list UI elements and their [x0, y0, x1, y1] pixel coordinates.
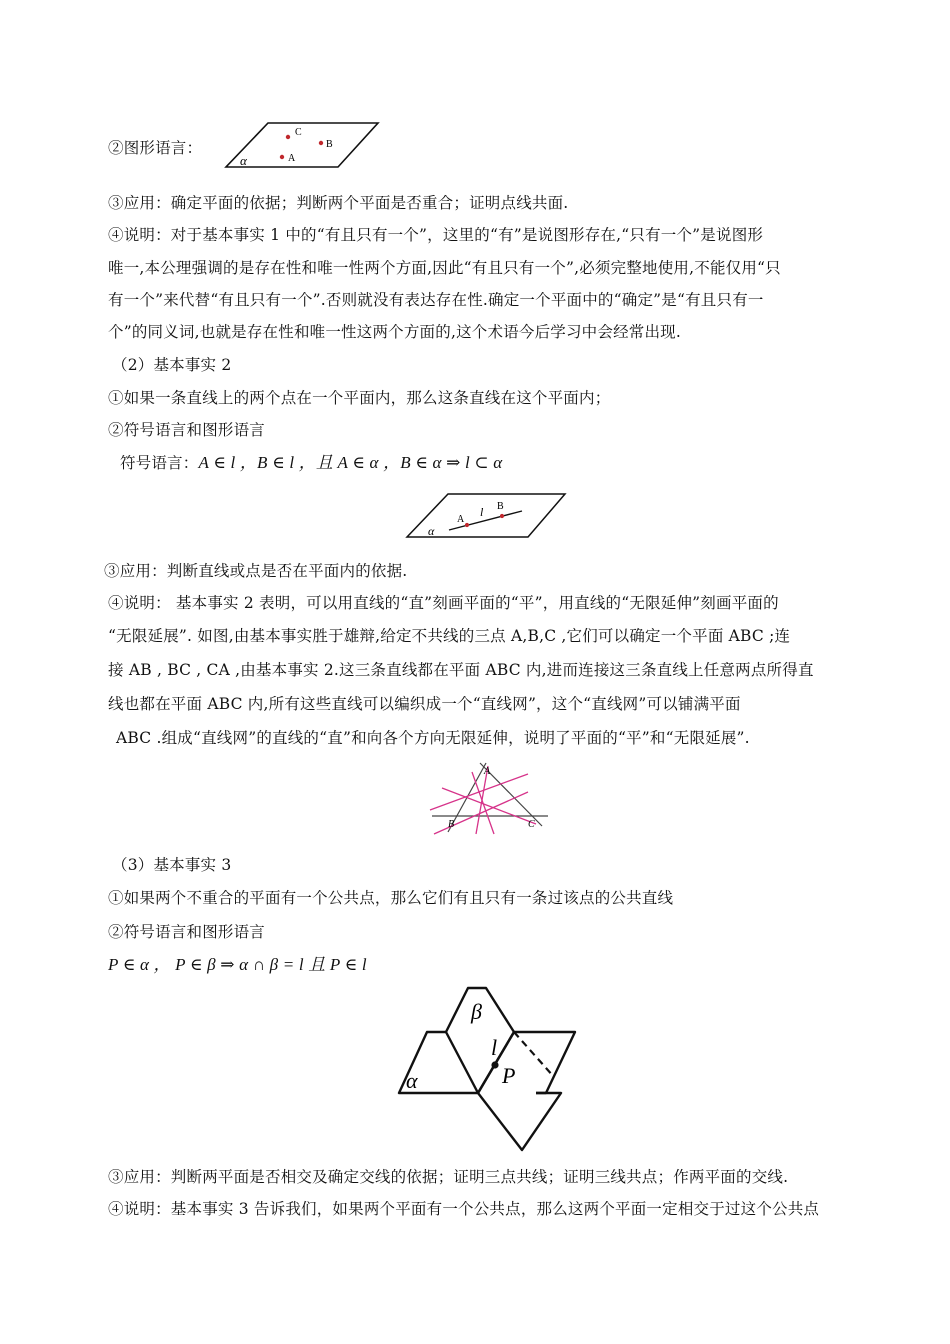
point-p: [491, 1061, 498, 1068]
fact2-triangle-line-net-figure: [428, 760, 553, 835]
label-c: C: [528, 819, 535, 830]
fact1-plane-figure: [222, 118, 382, 172]
point-a: [280, 155, 284, 159]
label-alpha: α: [406, 1068, 418, 1093]
fact1-explanation-line: 有一个”来代替“有且只有一个”.否则就没有表达存在性.确定一个平面中的“确定”是“有且只有一: [108, 291, 764, 309]
fact2-explanation-line: 接 AB , BC , CA ,由基本事实 2.这三条直线都在平面 ABC 内,进而连接这三条直线上任意两点所得直: [108, 661, 814, 679]
label-a: A: [288, 153, 296, 164]
point-c: [286, 135, 290, 139]
label-p: P: [502, 1063, 516, 1088]
fact1-explanation-line: 个”的同义词,也就是存在性和唯一性这两个方面的,这个术语今后学习中会经常出现.: [108, 323, 682, 341]
fact3-explanation-line: ④说明：基本事实 3 告诉我们，如果两个平面有一个公共点，那么这两个平面一定相交于过这个公共点: [108, 1200, 820, 1218]
symbol-label: 符号语言：: [120, 454, 199, 472]
fact2-explanation-line: “无限延展”. 如图,由基本事实胜于雄辩,给定不共线的三点 A,B,C ,它们可以确定一个平面 ABC ;连: [108, 627, 791, 645]
label-c: C: [295, 127, 302, 138]
label-a: A: [484, 766, 491, 777]
label-l: l: [480, 505, 484, 519]
label-beta: β: [471, 999, 482, 1024]
fact2-symbol-graphic-heading: ②符号语言和图形语言: [108, 421, 266, 439]
label-b: B: [326, 139, 333, 150]
fact3-symbol-expression: P ∈ α ， P ∈ β ⇒ α ∩ β = l 且 P ∈ l: [108, 955, 367, 974]
fact2-line-in-plane-figure: [404, 490, 569, 542]
symbol-expression: A ∈ l ，B ∈ l ，且 A ∈ α ，B ∈ α ⇒ l ⊂ α: [198, 453, 503, 472]
label-alpha: α: [240, 153, 247, 168]
net-line: [472, 772, 494, 834]
fact1-application: ③应用：确定平面的依据；判断两个平面是否重合；证明点线共面.: [108, 194, 569, 212]
fact2-statement: ①如果一条直线上的两个点在一个平面内，那么这条直线在这个平面内；: [108, 389, 611, 407]
point-a: [465, 523, 469, 527]
label-b: B: [497, 501, 504, 512]
fact2-heading: （2）基本事实 2: [112, 356, 232, 374]
plane-beta-lower: [478, 1093, 561, 1150]
fact3-application: ③应用：判断两平面是否相交及确定交线的依据；证明三点共线；证明三线共点；作两平面的交线.: [108, 1168, 789, 1186]
fact2-symbol-language: [120, 453, 880, 473]
fact2-explanation-line: ABC .组成“直线网”的直线的“直”和向各个方向无限延伸，说明了平面的“平”和“无限延展”.: [116, 729, 750, 747]
label-a: A: [457, 514, 465, 525]
label-b: B: [448, 819, 455, 830]
fact2-application: ③应用：判断直线或点是否在平面内的依据.: [104, 562, 408, 580]
hidden-edge-dashed: [514, 1032, 554, 1077]
point-b: [319, 141, 323, 145]
fact2-explanation-line: 线也都在平面 ABC 内,所有这些直线可以编织成一个“直线网”，这个“直线网”可以铺满平面: [108, 695, 741, 713]
label-alpha: α: [428, 524, 435, 538]
plane-parallelogram: [226, 123, 378, 167]
fact3-intersecting-planes-figure: [396, 985, 578, 1155]
fact3-statement: ①如果两个不重合的平面有一个公共点，那么它们有且只有一条过该点的公共直线: [108, 889, 674, 907]
fact1-graphic-label: ②图形语言：: [108, 139, 203, 157]
fact2-explanation-line: ④说明： 基本事实 2 表明，可以用直线的“直”刻画平面的“平”，用直线的“无限延伸”刻画平面的: [108, 594, 779, 612]
fact3-heading: （3）基本事实 3: [112, 856, 232, 874]
fact1-explanation-line: 唯一,本公理强调的是存在性和唯一性两个方面,因此“有且只有一个”,必须完整地使用,不能仅用“只: [108, 259, 781, 277]
fact1-explanation-line: ④说明：对于基本事实 1 中的“有且只有一个”，这里的“有”是说图形存在,“只有一个”是说图形: [108, 226, 764, 244]
fact3-symbol-graphic-heading: ②符号语言和图形语言: [108, 923, 266, 941]
label-l: l: [491, 1035, 498, 1060]
point-b: [500, 514, 504, 518]
